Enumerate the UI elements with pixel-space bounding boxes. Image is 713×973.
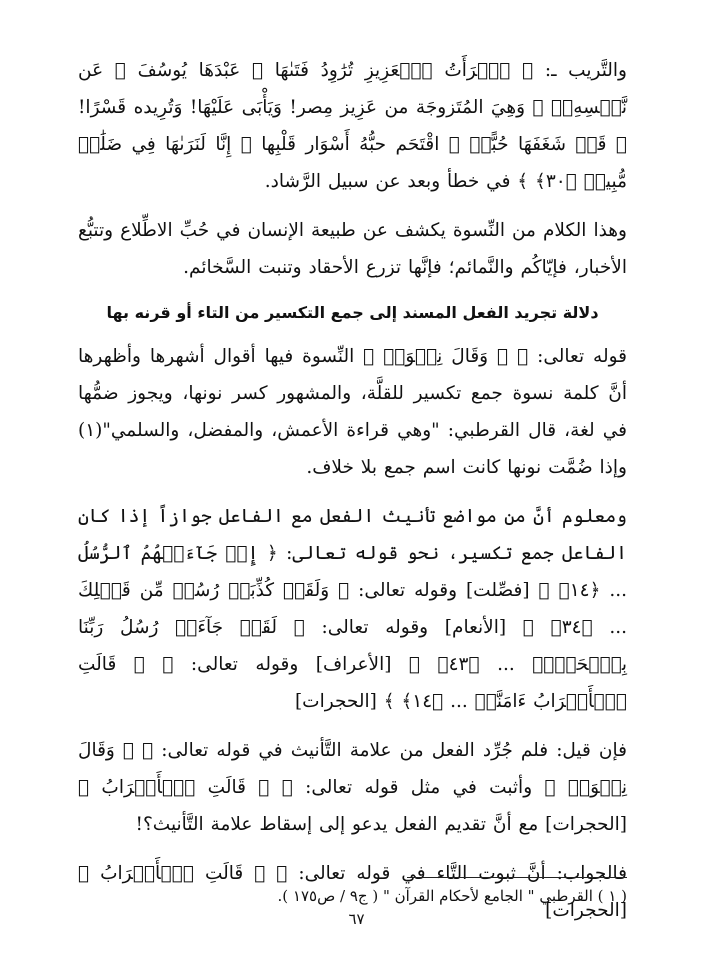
paragraph-6: فالجواب: أنَّ ثبوت التَّاء في قوله تعالى: ﴿ ۞ قَالَتِ ٱلۡأَعۡرَابُ ﴾ [الحجرات] [78,863,627,921]
section-heading: دلالة تجريد الفعل المسند إلى جمع التكسير من التاء أو قرنه بها [106,303,599,322]
footnote-divider [407,877,627,878]
paragraph-2: وهذا الكلام من النِّسوة يكشف عن طبيعة الإنسان في حُبِّ الاطِّلاع وتتبُّع الأخبار، فإيّاكُم والنَّمائم؛ فإنَّها تزرع الأحقاد وتنبت السَّخائم. [78,220,627,278]
page-number: ٦٧ [348,910,365,928]
footnote: ( ١ ) القرطبي " الجامع لأحكام القرآن " ( ج٩ / ص١٧٥ ). [277,887,627,905]
paragraph-4: ومعلوم أنَّ من مواضع تأنيث الفعل مع الفاعل جوازاً إذا كان الفاعل جمع تكسير، نحو قوله تعالى: ﴿ إِذۡ جَآءَتۡهُمُ ٱلرُّسُلُ ... ﴿١٤﴾ ﴾ [فصِّلت] وقوله تعالى: ﴿ وَلَقَدۡ كُذِّبَتۡ رُسُلٞ مِّن قَبۡلِكَ ... ﴿٣٤﴾ ﴾ [الأنعام] وقوله تعالى: ﴿ لَقَدۡ جَآءَتۡ رُسُلُ رَبِّنَا بِٱلۡحَقِّۖ ... ﴿٤٣﴾ ﴾ [الأعراف] وقوله تعالى: ﴿ ۞ قَالَتِ ٱلۡأَعۡرَابُ ءَامَنَّاۖ ... ﴿١٤﴾ ﴾ [الحجرات] [78,506,628,712]
paragraph-5: فإن قيل: فلم جُرِّد الفعل من علامة التَّأنيث في قوله تعالى: ﴿ ۞ وَقَالَ نِسۡوَةٞ ﴾ وأثبت في مثل قوله تعالى: ﴿ ۞ قَالَتِ ٱلۡأَعۡرَابُ ﴾ [الحجرات] مع أنَّ تقديم الفعل يدعو إلى إسقاط علامة التَّأنيث؟! [78,740,627,835]
page-body [78,52,627,941]
paragraph-3: قوله تعالى: ﴿ ۞ وَقَالَ نِسۡوَةٞ ﴾ النِّسوة فيها أقوال أشهرها وأظهرها أنَّ كلمة نسوة جمع تكسير للقلَّة، والمشهور كسر نونها، ويجوز ضمُّها في لغة، قال القرطبي: "وهي قراءة الأعمش، والمفضل، والسلمي"(١) وإذا ضُمَّت نونها كانت اسم جمع بلا خلاف. [78,346,627,478]
paragraph-1: والتَّريب ـ: ﴿ ٱمۡرَأَتُ ٱلۡعَزِيزِ تُرَٰوِدُ فَتَىٰهَا ﴾ عَبْدَهَا يُوسُفَ ﴿ عَن نَّفۡسِهِۦۖ ﴾ وَهِيَ المُتَزوجَة من عَزِيز مِصر! وَيَأْبَى عَلَيْهَا! وَتُرِيده قَسْرًا! ﴿ قَدۡ شَغَفَهَا حُبًّاۖ ﴾ اقْتَحَم حبُّهُ أَسْوَار قَلْبِها ﴿ إِنَّا لَنَرَىٰهَا فِي ضَلَٰلٖ مُّبِينٖ ﴿٣٠﴾ ﴾ في خطأ وبعد عن سبيل الرَّشاد. [78,60,627,192]
